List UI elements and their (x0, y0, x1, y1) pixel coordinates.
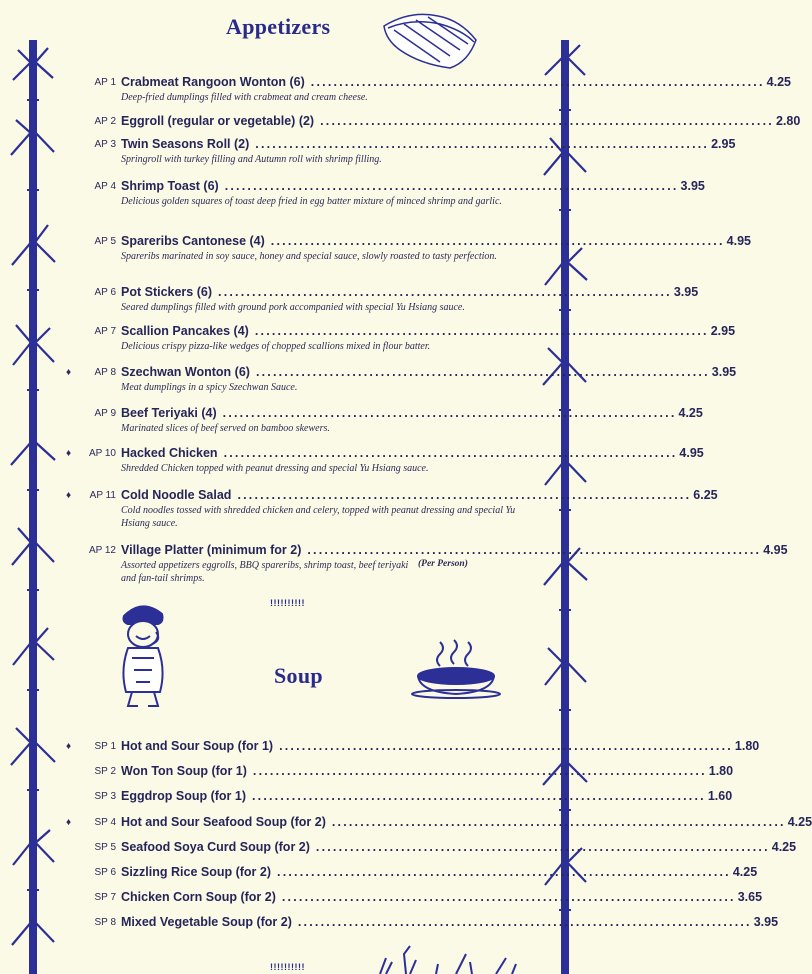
pepper-icon: ♦ (66, 448, 72, 459)
item-name: Chicken Corn Soup (for 2) (121, 890, 276, 905)
item-code: AP 2 (94, 116, 116, 127)
item-name: Mixed Vegetable Soup (for 2) (121, 915, 292, 930)
leader-dots: ................................................................................ (251, 789, 706, 804)
pepper-icon: ♦ (66, 367, 72, 378)
item-description: Cold noodles tossed with shredded chicken and celery, topped with peanut dressing and special Yu Hsiang sauce. (121, 505, 516, 529)
item-name: Hot and Sour Soup (for 1) (121, 739, 274, 753)
leader-dots: ................................................................................ (281, 890, 736, 905)
item-line (121, 890, 763, 905)
separator-marks-bottom: !!!!!!!!!! (270, 962, 305, 972)
item-name: Sizzling Rice Soup (for 2) (121, 865, 272, 879)
item-description: Delicious crispy pizza-like wedges of chopped scallions mixed in flour batter. (121, 341, 431, 352)
item-price: 6.25 (693, 488, 718, 502)
item-line (121, 543, 788, 557)
item-description: Deep-fried dumplings filled with crabmeat and cream cheese. (121, 92, 368, 103)
pepper-icon: ♦ (66, 741, 72, 752)
item-code: AP 4 (94, 181, 116, 192)
item-code: SP 3 (94, 791, 116, 803)
item-description: Shredded Chicken topped with peanut dressing and special Yu Hsiang sauce. (121, 463, 429, 474)
item-price: 3.95 (753, 915, 779, 930)
item-code: AP 12 (88, 545, 116, 556)
pepper-icon: ♦ (66, 816, 72, 828)
item-price: 3.95 (673, 285, 699, 299)
spareribs-icon (380, 6, 480, 72)
item-code: AP 6 (94, 287, 116, 298)
item-name: Eggdrop Soup (for 1) (121, 789, 246, 804)
grass-icon (376, 940, 526, 974)
bamboo-border-left-icon (8, 40, 58, 974)
item-code: AP 5 (94, 236, 116, 247)
item-code: SP 4 (94, 816, 116, 828)
leader-dots: ................................................................................ (218, 285, 672, 299)
item-price: 2.95 (711, 137, 736, 151)
item-name: Scallion Pancakes (4) (121, 324, 249, 338)
item-code: SP 8 (94, 917, 116, 929)
item-price: 4.25 (678, 406, 703, 420)
item-description: Springroll with turkey filling and Autumn roll with shrimp filling. (121, 154, 382, 165)
leader-dots: ................................................................................ (224, 179, 679, 193)
item-line (121, 839, 797, 854)
item-line (121, 285, 699, 299)
item-name: Spareribs Cantonese (4) (121, 234, 265, 248)
item-name: Eggroll (regular or vegetable) (2) (121, 114, 315, 128)
item-price: 1.80 (708, 764, 734, 779)
child-figure-icon (112, 600, 174, 710)
item-name: Village Platter (minimum for 2) (121, 543, 302, 557)
item-name: Beef Teriyaki (4) (121, 406, 217, 420)
leader-dots: ................................................................................ (237, 488, 692, 502)
item-price: 3.95 (680, 179, 705, 193)
item-line (121, 137, 736, 151)
item-description: Spareribs marinated in soy sauce, honey and special sauce, slowly roasted to tasty perfection. (121, 251, 497, 262)
item-name: Hacked Chicken (121, 446, 218, 460)
soup-title: Soup (274, 663, 323, 688)
leader-dots: ................................................................................ (297, 915, 752, 930)
pepper-icon: ♦ (66, 490, 72, 501)
leader-dots: ................................................................................ (255, 365, 710, 379)
leader-dots: ................................................................................ (331, 814, 786, 829)
item-price: 4.25 (787, 814, 812, 829)
item-name: Hot and Sour Seafood Soup (for 2) (121, 814, 326, 829)
leader-dots: ................................................................................ (307, 543, 762, 557)
leader-dots: ................................................................................ (222, 406, 677, 420)
item-line (121, 446, 704, 460)
item-description: Delicious golden squares of toast deep fried in egg batter mixture of minced shrimp and garlic. (121, 196, 502, 207)
item-price: 1.80 (734, 739, 760, 753)
item-line (121, 406, 703, 420)
item-code: SP 5 (94, 841, 116, 853)
item-name: Szechwan Wonton (6) (121, 365, 250, 379)
leader-dots: ................................................................................ (310, 75, 765, 89)
item-code: AP 10 (88, 448, 116, 459)
item-code: SP 6 (94, 867, 116, 878)
item-code: AP 1 (94, 77, 116, 88)
item-line (121, 739, 760, 753)
item-description: Assorted appetizers eggrolls, BBQ spareribs, shrimp toast, beef teriyaki and fan-tail shrimps. (121, 560, 409, 584)
item-price: 3.95 (711, 365, 737, 379)
item-line (121, 179, 705, 193)
item-price: 4.95 (763, 543, 788, 557)
leader-dots: ................................................................................ (315, 839, 770, 854)
item-price: 1.60 (707, 789, 733, 804)
item-description: Meat dumplings in a spicy Szechwan Sauce. (121, 382, 298, 393)
leader-dots: ................................................................................ (254, 324, 709, 338)
item-description: Seared dumplings filled with ground pork accompanied with special Yu Hsiang sauce. (121, 302, 465, 313)
item-price: 4.95 (726, 234, 751, 248)
item-name: Shrimp Toast (6) (121, 179, 219, 193)
item-code: AP 7 (94, 326, 116, 337)
item-code: AP 8 (94, 367, 116, 378)
item-description: Marinated slices of beef served on bamboo skewers. (121, 423, 330, 434)
leader-dots: ................................................................................ (270, 234, 725, 248)
leader-dots: ................................................................................ (252, 764, 707, 779)
soup-bowl-icon (410, 638, 502, 700)
item-line (121, 324, 736, 338)
item-code: AP 11 (89, 490, 116, 501)
item-line (121, 75, 791, 89)
item-price: 2.95 (710, 324, 736, 338)
appetizers-title: Appetizers (226, 14, 331, 39)
item-code: SP 2 (94, 766, 116, 778)
item-name: Crabmeat Rangoon Wonton (6) (121, 75, 305, 89)
item-line (121, 915, 779, 930)
item-price: 2.80 (775, 114, 801, 128)
leader-dots: ................................................................................ (223, 446, 678, 460)
item-code: SP 1 (94, 741, 116, 752)
leader-dots: ................................................................................ (255, 137, 710, 151)
item-price: 4.95 (679, 446, 704, 460)
item-price: 4.25 (766, 75, 791, 89)
item-line (121, 764, 734, 779)
leader-dots: ................................................................................ (279, 739, 733, 753)
separator-marks: !!!!!!!!!! (270, 598, 305, 608)
item-price: 3.65 (737, 890, 763, 905)
item-name: Twin Seasons Roll (2) (121, 137, 250, 151)
item-name: Cold Noodle Salad (121, 488, 232, 502)
item-code: SP 7 (94, 892, 116, 904)
item-line (121, 488, 718, 502)
item-line (121, 114, 801, 128)
leader-dots: ................................................................................ (277, 865, 731, 879)
item-name: Won Ton Soup (for 1) (121, 764, 247, 779)
item-code: AP 3 (94, 139, 116, 150)
item-line (121, 814, 812, 829)
item-line (121, 234, 751, 248)
item-price: 4.25 (771, 839, 797, 854)
item-note: (Per Person) (418, 559, 468, 569)
item-name: Seafood Soya Curd Soup (for 2) (121, 839, 310, 854)
item-line (121, 865, 758, 879)
item-code: AP 9 (94, 408, 116, 419)
item-line (121, 365, 737, 379)
item-name: Pot Stickers (6) (121, 285, 213, 299)
item-price: 4.25 (732, 865, 758, 879)
leader-dots: ................................................................................ (320, 114, 774, 128)
item-line (121, 789, 733, 804)
